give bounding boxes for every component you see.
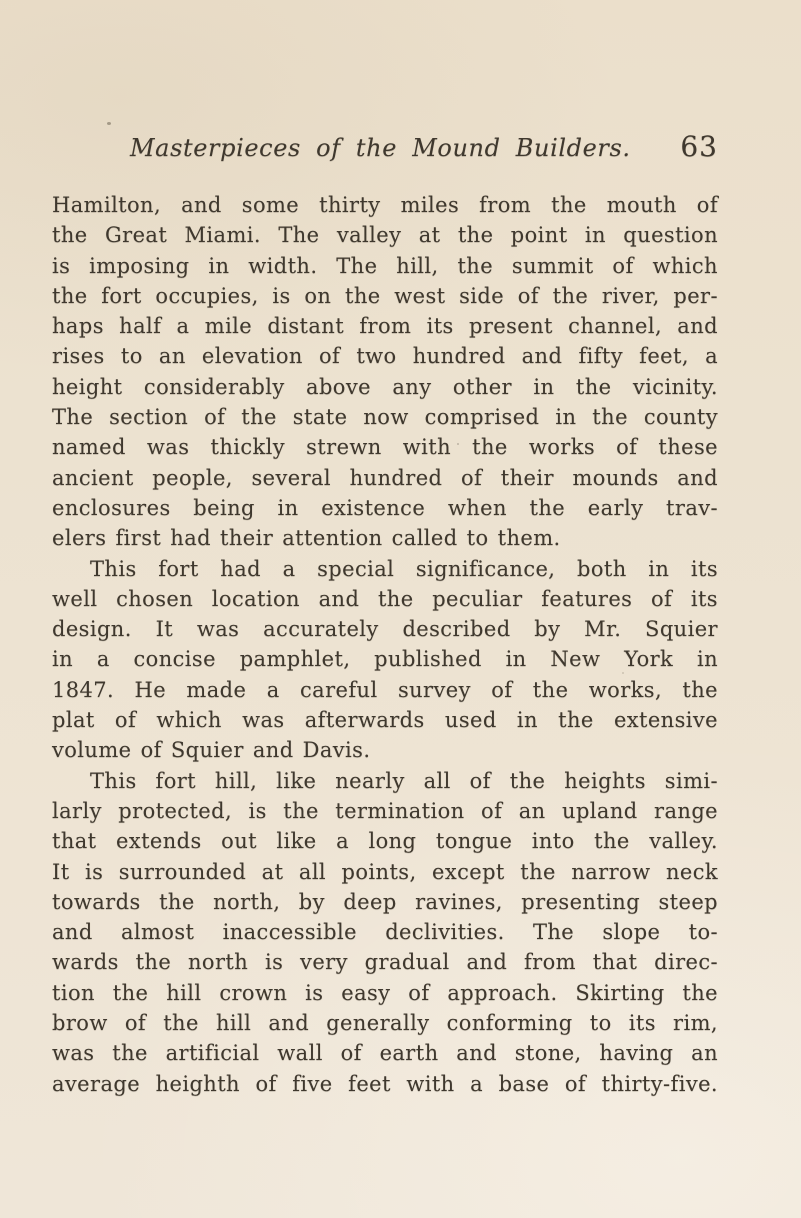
paragraph [52, 766, 718, 1099]
text-line: haps half a mile distant from its present channel, and [52, 314, 718, 339]
text-line: This fort had a special significance, both in its [90, 556, 718, 581]
text-line: design. It was accurately described by Mr. Squier [52, 617, 718, 642]
paragraph [52, 190, 718, 554]
running-head [52, 130, 718, 168]
text-line: wards the north is very gradual and from that direc- [52, 950, 718, 975]
text-line: tion the hill crown is easy of approach. Skirting the [52, 980, 718, 1005]
text-line: enclosures being in existence when the early trav- [52, 495, 718, 520]
text-line: It is surrounded at all points, except the narrow neck [52, 859, 718, 884]
text-line: and almost inaccessible declivities. The slope to- [52, 920, 718, 945]
paragraph [52, 554, 718, 766]
text-line: is imposing in width. The hill, the summit of which [52, 253, 718, 278]
text-line: plat of which was afterwards used in the extensive [52, 708, 718, 733]
text-line: towards the north, by deep ravines, presenting steep [52, 889, 718, 914]
text-line: rises to an elevation of two hundred and fifty feet, a [52, 344, 718, 369]
text-line: ancient people, several hundred of their mounds and [52, 465, 718, 490]
text-line: in a concise pamphlet, published in New York in [52, 647, 718, 672]
paper-speck [107, 122, 111, 125]
text-line: well chosen location and the peculiar features of its [52, 586, 718, 611]
page-number: 63 [680, 130, 718, 163]
text-line: The section of the state now comprised in the county [52, 405, 718, 430]
text-line: that extends out like a long tongue into the valley. [52, 829, 718, 854]
text-line: volume of Squier and Davis. [52, 738, 371, 763]
text-line: larly protected, is the termination of an upland range [52, 798, 718, 823]
text-line: brow of the hill and generally conforming to its rim, [52, 1011, 718, 1036]
text-line: the Great Miami. The valley at the point in question [52, 223, 718, 248]
text-line: was the artificial wall of earth and stone, having an [52, 1041, 718, 1066]
text-line: This fort hill, like nearly all of the heights simi- [90, 768, 718, 793]
text-line: 1847. He made a careful survey of the works, the [52, 677, 718, 702]
text-line: height considerably above any other in the vicinity. [52, 374, 718, 399]
text-line: average heighth of five feet with a base of thirty-five. [52, 1071, 718, 1096]
running-head-title: Masterpieces of the Mound Builders. [130, 134, 631, 162]
body-text [52, 190, 718, 1099]
text-line: named was thickly strewn with the works of these [52, 435, 718, 460]
text-line: the fort occupies, is on the west side of the river, per- [52, 283, 718, 308]
text-line: elers first had their attention called to them. [52, 526, 561, 551]
text-line: Hamilton, and some thirty miles from the mouth of [52, 193, 718, 217]
